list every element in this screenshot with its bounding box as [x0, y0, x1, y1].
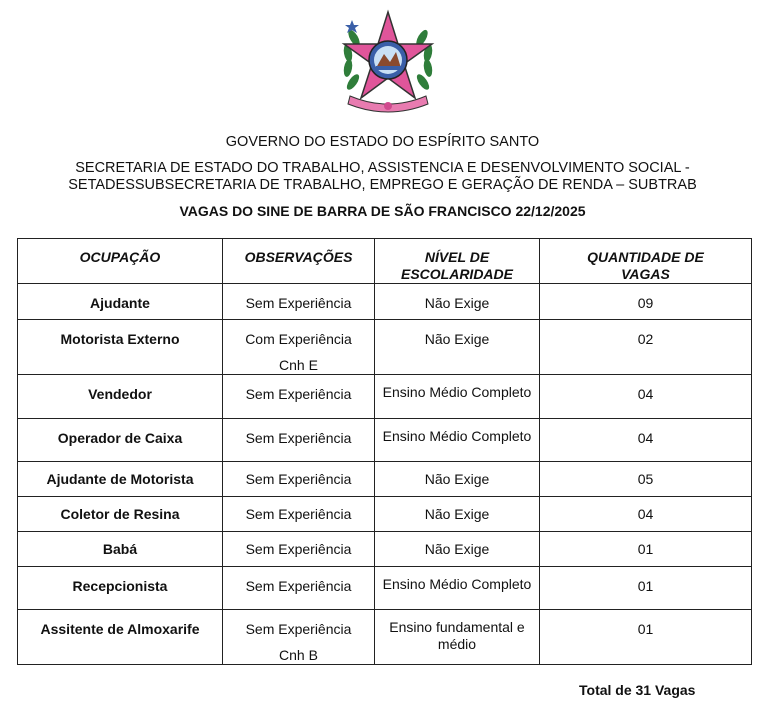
occupation-cell: Coletor de Resina: [18, 497, 223, 532]
observation-detail: Cnh E: [279, 357, 318, 373]
observation-cell: Sem Experiência: [223, 375, 375, 419]
quantity-cell: 01: [540, 610, 752, 665]
vacancies-table: [17, 238, 752, 665]
education-cell: Não Exige: [375, 532, 540, 567]
observation-cell: Sem Experiência: [223, 567, 375, 610]
quantity-cell: 04: [540, 375, 752, 419]
education-cell: Ensino Médio Completo: [375, 567, 540, 610]
table-row: [18, 375, 752, 419]
education-cell: Não Exige: [375, 320, 540, 375]
observation-cell: Sem Experiência: [223, 532, 375, 567]
table-row: [18, 462, 752, 497]
observation-detail: Cnh B: [279, 647, 318, 663]
observation-cell: Sem Experiência: [223, 497, 375, 532]
document-title: VAGAS DO SINE DE BARRA DE SÃO FRANCISCO 22/12/2025: [179, 203, 586, 219]
coat-of-arms-icon: [336, 8, 440, 118]
occupation-cell: Ajudante de Motorista: [18, 462, 223, 497]
observation-cell: Sem Experiência: [223, 462, 375, 497]
occupation-cell: Recepcionista: [18, 567, 223, 610]
table-row: [18, 497, 752, 532]
occupation-cell: Babá: [18, 532, 223, 567]
quantity-cell: 01: [540, 567, 752, 610]
occupation-cell: Vendedor: [18, 375, 223, 419]
occupation-cell: Operador de Caixa: [18, 419, 223, 462]
column-header-observations: OBSERVAÇÕES: [223, 239, 375, 284]
observation-cell: Sem Experiência: [223, 284, 375, 320]
quantity-cell: 04: [540, 419, 752, 462]
observation-cell: Sem Experiência Cnh B: [223, 610, 375, 665]
education-cell: Não Exige: [375, 462, 540, 497]
table-row: [18, 532, 752, 567]
column-header-education: NÍVEL DE ESCOLARIDADE: [375, 239, 540, 284]
observation-cell: Sem Experiência: [223, 419, 375, 462]
quantity-cell: 01: [540, 532, 752, 567]
quantity-cell: 09: [540, 284, 752, 320]
table-row: [18, 567, 752, 610]
education-cell: Ensino Médio Completo: [375, 419, 540, 462]
table-header-row: [18, 239, 752, 284]
table-row: [18, 610, 752, 665]
column-header-occupation: OCUPAÇÃO: [18, 239, 223, 284]
government-name: GOVERNO DO ESTADO DO ESPÍRITO SANTO: [225, 134, 540, 150]
column-header-quantity: QUANTIDADE DE VAGAS: [540, 239, 752, 284]
table-row: [18, 284, 752, 320]
occupation-cell: Motorista Externo: [18, 320, 223, 375]
table-row: [18, 320, 752, 375]
education-cell: Ensino fundamental e médio: [375, 610, 540, 665]
quantity-cell: 02: [540, 320, 752, 375]
quantity-cell: 04: [540, 497, 752, 532]
secretariat-line-2: SETADESSUBSECRETARIA DE TRABALHO, EMPREGO E GERAÇÃO DE RENDA – SUBTRAB: [68, 177, 697, 193]
total-vacancies: Total de 31 Vagas: [579, 682, 696, 698]
table-row: [18, 419, 752, 462]
education-cell: Não Exige: [375, 497, 540, 532]
occupation-cell: Ajudante: [18, 284, 223, 320]
secretariat-line-1: SECRETARIA DE ESTADO DO TRABALHO, ASSISTENCIA E DESENVOLVIMENTO SOCIAL -: [75, 160, 690, 176]
observation-cell: Com Experiência Cnh E: [223, 320, 375, 375]
occupation-cell: Assitente de Almoxarife: [18, 610, 223, 665]
quantity-cell: 05: [540, 462, 752, 497]
education-cell: Não Exige: [375, 284, 540, 320]
education-cell: Ensino Médio Completo: [375, 375, 540, 419]
